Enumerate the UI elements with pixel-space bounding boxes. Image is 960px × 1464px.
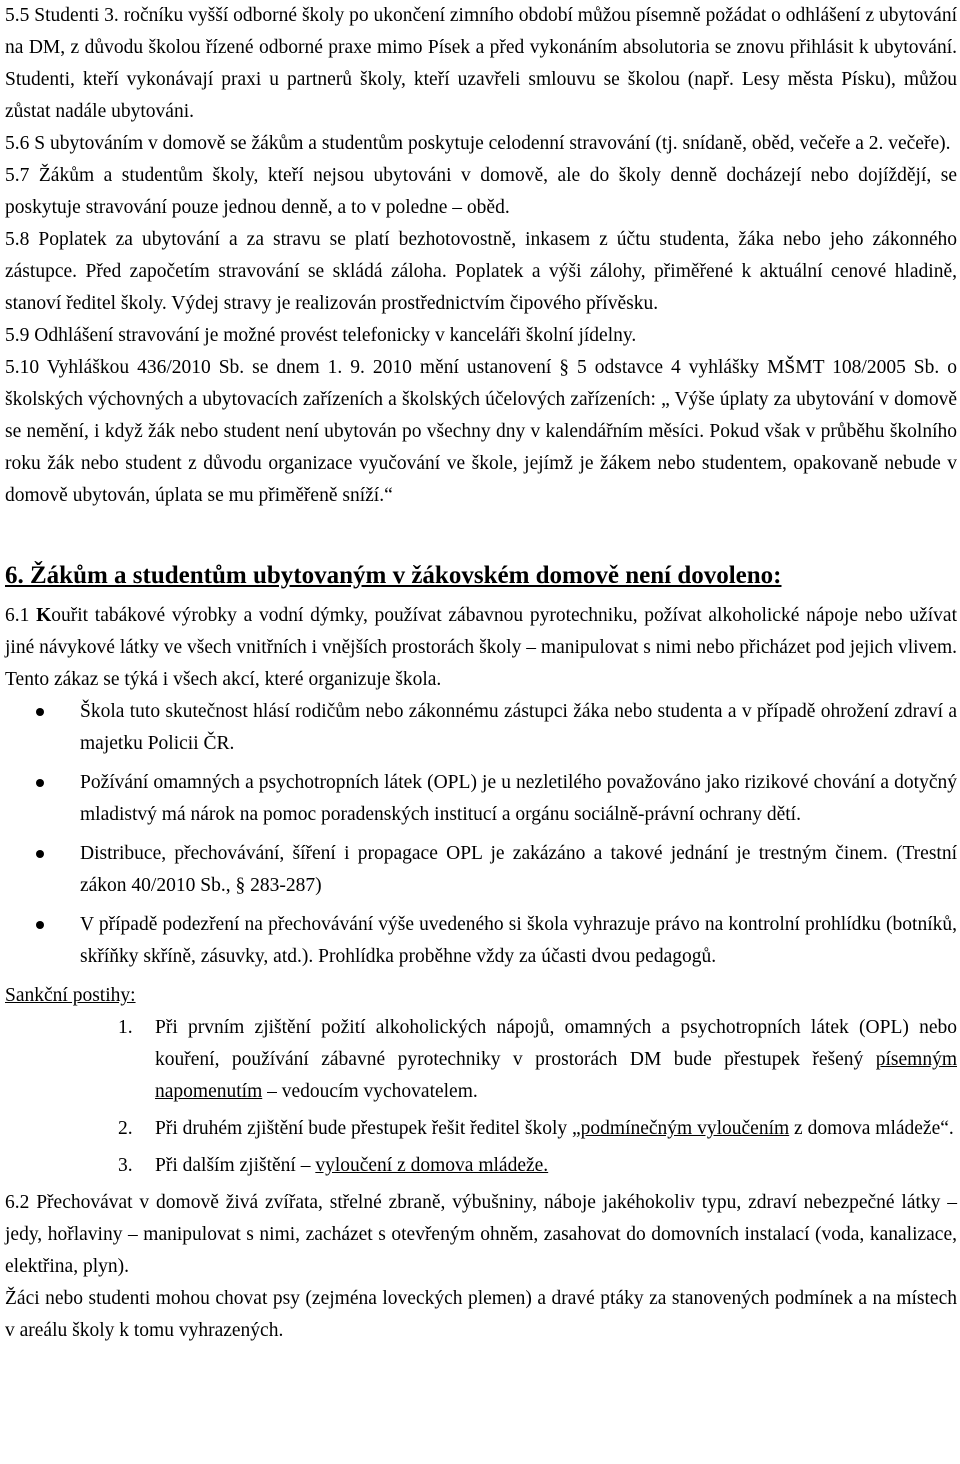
sanctions-title: Sankční postihy: <box>5 985 136 1006</box>
bullet-text: Distribuce, přechovávání, šíření i propagace OPL je zakázáno a takové jednání je trestným činem. (Trestní zákon 40/2010 Sb., § 283-287) <box>80 843 957 896</box>
bullet-dot-icon <box>36 850 44 858</box>
paragraph-6-1-number: 6.1 <box>5 605 30 626</box>
paragraph-5-10: 5.10 Vyhláškou 436/2010 Sb. se dnem 1. 9. 2010 mění ustanovení § 5 odstavce 4 vyhlášky MŠMT 108/2005 Sb. o školských výchovných a ubytovacích zařízeních a školských účelových zařízeních: „ Výše úplaty za ubytování v domově se nemění, i když žák nebo student není ubytován po všechny dny v kalendářním měsíci. Pokud však v průběhu školního roku žák nebo student z důvodu organizace vyučování ve škole, jejímž je žákem nebo studentem, opakovaně nebude v domově ubytován, úplata se mu přiměřeně sníží.“ <box>5 357 957 506</box>
bullet-item <box>5 696 957 760</box>
paragraph-6-1-text: ouřit tabákové výrobky a vodní dýmky, používat zábavnou pyrotechniku, požívat alkoholické nápoje nebo užívat jiné návykové látky ve všech vnitřních i vnějších prostorách školy – manipulovat s nimi nebo přicházet pod jejich vlivem. Tento zákaz se týká i všech akcí, které organizuje škola. <box>5 605 958 690</box>
bullet-list <box>5 696 957 973</box>
bullet-text: Škola tuto skutečnost hlásí rodičům nebo zákonnému zástupci žáka nebo studenta a v případě ohrožení zdraví a majetku Policii ČR. <box>80 701 957 754</box>
sanction-item <box>5 1012 957 1108</box>
sanction-item <box>5 1150 957 1182</box>
sanction-text: Při dalším zjištění – <box>155 1155 316 1176</box>
section-6-heading: 6. Žákům a studentům ubytovaným v žákovském domově není dovoleno: <box>5 562 782 589</box>
paragraph-6-2-animals: Žáci nebo studenti mohou chovat psy (zejména loveckých plemen) a dravé ptáky za stanovených podmínek a na místech v areálu školy k tomu vyhrazených. <box>5 1288 957 1341</box>
bullet-dot-icon <box>36 708 44 716</box>
sanction-emphasis: podmínečným vyloučením <box>580 1118 790 1139</box>
bullet-item <box>5 838 957 902</box>
section-gap <box>5 512 957 546</box>
sanction-text-end: – vedoucím vychovatelem. <box>262 1081 478 1102</box>
bullet-dot-icon <box>36 921 44 929</box>
sanctions-list <box>5 1012 957 1182</box>
sanction-number: 1. <box>118 1017 133 1038</box>
sanction-number: 2. <box>118 1118 133 1139</box>
paragraph-5-9: 5.9 Odhlášení stravování je možné provést telefonicky v kanceláři školní jídelny. <box>5 325 637 346</box>
bullet-text: Požívání omamných a psychotropních látek (OPL) je u nezletilého považováno jako rizikové chování a dotyčný mladistvý má nárok na pomoc poradenských institucí a orgánu sociálně-právní ochrany dětí. <box>80 772 957 825</box>
bullet-text: V případě podezření na přechovávání výše uvedeného si škola vyhrazuje právo na kontrolní prohlídku (botníků, skříňky skříně, zásuvky, atd.). Prohlídka proběhne vždy za účasti dvou pedagogů. <box>80 914 957 967</box>
bullet-item <box>5 909 957 973</box>
paragraph-6-2: 6.2 Přechovávat v domově živá zvířata, střelné zbraně, výbušniny, náboje jakéhokoliv typu, zdraví nebezpečné látky – jedy, hořlaviny – manipulovat s nimi, zacházet s otevřeným ohněm, zasahovat do domovních instalací (voda, kanalizace, elektřina, plyn). <box>5 1192 957 1277</box>
sanction-number: 3. <box>118 1155 133 1176</box>
sanction-emphasis: písemným napomenutím <box>155 1049 957 1102</box>
paragraph-5-5: 5.5 Studenti 3. ročníku vyšší odborné školy po ukončení zimního období můžou písemně požádat o odhlášení z ubytování na DM, z důvodu školou řízené odborné praxe mimo Písek a před vykonáním absolutoria se znovu přihlásit k ubytování. Studenti, kteří vykonávají praxi u partnerů školy, kteří uzavřeli smlouvu se školou (např. Lesy města Písku), můžou zůstat nadále ubytováni. <box>5 5 957 122</box>
sanction-text-end: z domova mládeže“. <box>789 1118 954 1139</box>
sanction-emphasis: vyloučení z domova mládeže. <box>315 1155 549 1176</box>
paragraph-5-8: 5.8 Poplatek za ubytování a za stravu se platí bezhotovostně, inkasem z účtu studenta, žáka nebo jeho zákonného zástupce. Před započetím stravování se skládá záloha. Poplatek a výši zálohy, přiměřené k aktuální cenové hladině, stanoví ředitel školy. Výdej stravy je realizován prostřednictvím čipového přívěsku. <box>5 229 957 314</box>
bullet-dot-icon <box>36 779 44 787</box>
paragraph-6-1 <box>5 600 957 696</box>
sanction-text: Při prvním zjištění požití alkoholických nápojů, omamných a psychotropních látek (OPL) nebo kouření, používání zábavné pyrotechniky v prostorách DM bude přestupek řešený <box>155 1017 957 1070</box>
paragraph-6-1-bold-letter: K <box>36 605 52 626</box>
paragraph-5-7: 5.7 Žákům a studentům školy, kteří nejsou ubytováni v domově, ale do školy denně docházejí nebo dojíždějí, se poskytuje stravování pouze jednou denně, a to v poledne – oběd. <box>5 165 957 218</box>
paragraph-5-6: 5.6 S ubytováním v domově se žákům a studentům poskytuje celodenní stravování (tj. snídaně, oběd, večeře a 2. večeře). <box>5 133 951 154</box>
sanction-item <box>5 1113 957 1145</box>
bullet-item <box>5 767 957 831</box>
sanction-text: Při druhém zjištění bude přestupek řešit ředitel školy „ <box>155 1118 581 1139</box>
